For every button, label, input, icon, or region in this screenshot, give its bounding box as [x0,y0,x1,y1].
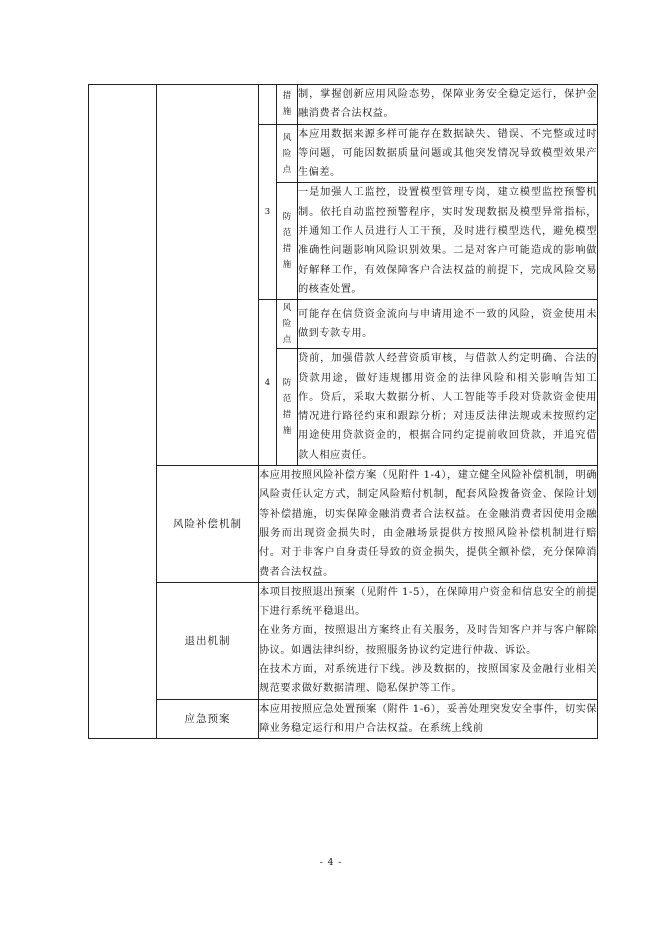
risk-point-text: 本应用数据来源多样可能存在数据缺失、错误、不完整或过时等问题，可能因数据质量问题或其他突发情况导致模型效果产生偏差。 [298,124,598,183]
measure-label: 防 范 措 施 [277,349,298,466]
category-exit: 退出机制 [157,582,259,699]
risk-table [88,84,598,739]
emergency-text: 本应用按照应急处置预案（附件 1-6），妥善处理突发安全事件，切实保障业务稳定运行和用户合法权益。在系统上线前 [259,699,598,739]
exit-text [259,582,598,699]
table-row [89,699,598,739]
page-number: - 4 - [319,858,343,868]
measure-label: 防 范 措 施 [277,183,298,300]
compensation-text: 本应用按照风险补偿方案（见附件 1-4），建立健全风险补偿机制，明确风险责任认定方式，制定风险赔付机制，配套风险拨备资金、保险计划等补偿措施，切实保障金融消费者合法权益。在金融消费者因使用金融服务而出现资金损失时，由金融场景提供方按照风险补偿机制进行赔付。对于非客户自身责任导致的资金损失，提供全额补偿，充分保障消费者合法权益。 [259,466,598,583]
exit-paragraph: 本项目按照退出预案（见附件 1-5），在保障用户资金和信息安全的前提下进行系统平稳退出。 [259,586,597,618]
risk-point-label: 风 险 点 [277,300,298,349]
category-emergency: 应急预案 [157,699,259,739]
measure-label: 措 施 [277,85,298,125]
risk-point-text: 可能存在信贷资金流向与申请用途不一致的风险，资金使用未做到专款专用。 [298,300,598,349]
measure-text: 制，掌握创新应用风险态势，保障业务安全稳定运行，保护金融消费者合法权益。 [298,85,598,125]
outer-category-cell [89,85,157,739]
number-cell [259,85,277,125]
table-row [89,466,598,583]
risk-number: 4 [259,300,277,466]
measure-text: 一是加强人工监控，设置模型管理专岗，建立模型监控预警机制。依托自动监控预警程序，实时发现数据及模型异常指标，并通知工作人员进行人工干预，及时进行模型迭代，避免模型准确性问题影响风险识别效果。二是对客户可能造成的影响做好解释工作，有效保障客户合法权益的前提下，完成风险交易的核查处置。 [298,183,598,300]
risk-point-label: 风 险 点 [277,124,298,183]
exit-paragraph: 在技术方面，对系统进行下线。涉及数据的，按照国家及金融行业相关规范要求做好数据清理、隐私保护等工作。 [259,664,597,695]
sub-category-cell [157,85,259,466]
category-compensation: 风险补偿机制 [157,466,259,583]
table-row [89,582,598,699]
exit-paragraph: 在业务方面，按照退出方案终止有关服务，及时告知客户并与客户解除协议。如遇法律纠纷，按照服务协议约定进行仲裁、诉讼。 [259,625,597,656]
table-row [89,85,598,125]
risk-number: 3 [259,124,277,300]
measure-text: 贷前，加强借款人经营资质审核，与借款人约定明确、合法的贷款用途，做好违规挪用资金的法律风险和相关影响告知工作。贷后，采取大数据分析、人工智能等手段对贷款资金使用情况进行路径约束和跟踪分析；对违反法律法规或未按照约定用途使用贷款资金的，根据合同约定提前收回贷款，并追究借款人相应责任。 [298,349,598,466]
